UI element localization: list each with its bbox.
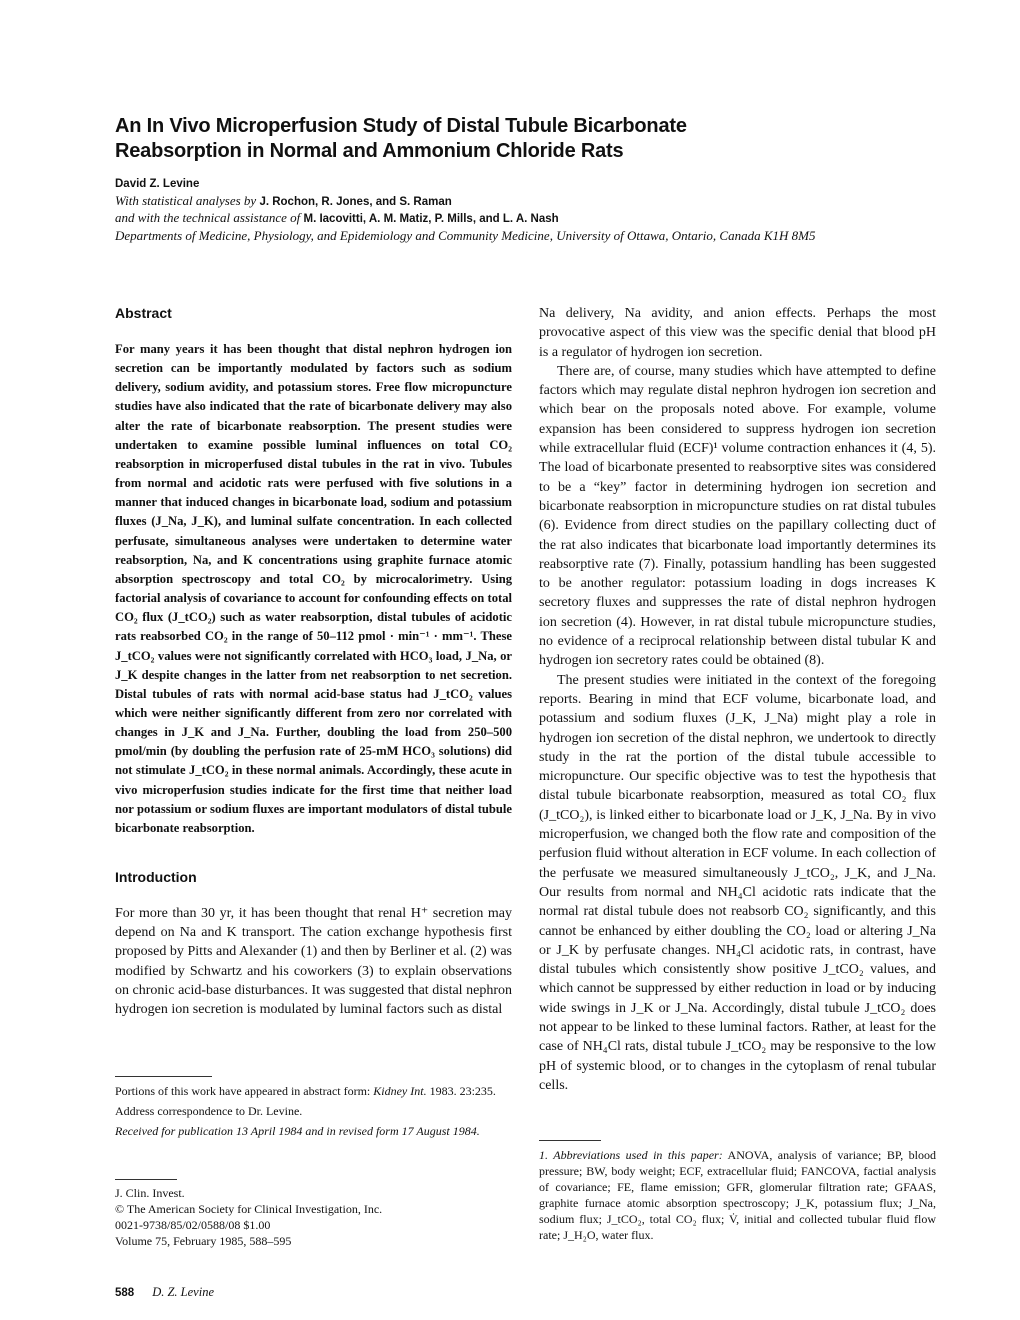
journal-rule (115, 1179, 177, 1180)
author-name: David Z. Levine (115, 178, 200, 190)
right-paragraph-1: Na delivery, Na avidity, and anion effects. Perhaps the most provocative aspect of this view was the specific denial that blood pH is a regulator of hydrogen ion secretion. (539, 306, 936, 360)
affiliation: Departments of Medicine, Physiology, and Epidemiology and Community Medicine, University of Ottawa, Ontario, Canada K1H 8M5 (115, 228, 816, 243)
introduction-text: For more than 30 yr, it has been thought that renal H⁺ secretion may depend on Na and K transport. The cation exchange hypothesis first proposed by Pitts and Alexander (1) and then by Berliner et al. (2) was modified by Schwartz and his coworkers (3) to explain observations on chronic acid-base disturbances. It was suggested that distal nephron hydrogen ion secretion is modulated by luminal factors such as distal (115, 906, 512, 1017)
abbreviations-label: 1. Abbreviations used in this paper: (539, 1148, 723, 1162)
footnote-correspondence: Address correspondence to Dr. Levine. (115, 1104, 303, 1118)
introduction-heading: Introduction (115, 869, 197, 886)
journal-line-1: J. Clin. Invest. (115, 1186, 185, 1200)
article-title (115, 114, 915, 164)
page-footer (115, 1285, 214, 1300)
journal-line-3: 0021-9738/85/02/0588/08 $1.00 (115, 1218, 271, 1232)
technical-names: M. Iacovitti, A. M. Matiz, P. Mills, and L. A. Nash (303, 213, 559, 225)
footnote-rule-left (115, 1076, 212, 1077)
right-paragraph-3: The present studies were initiated in the context of the foregoing reports. Bearing in mind that ECF volume, bicarbonate load, and potassium and sodium fluxes (J_K, J_Na) might play a role in hydrogen ion secretion of the distal nephron, we undertook to directly study in the rat the portion of the distal tubule accessible to micropuncture. Our specific objective was to test the hypothesis that distal tubule bicarbonate reabsorption, measured as total CO₂ flux (J_tCO₂), is linked either to bicarbonate load or J_K, J_Na. By in vivo microperfusion, we changed both the flow rate and composition of the perfusion fluid without alteration in ECF volume. In each collection of the perfusate we measured simultaneously J_tCO₂, J_K, and J_Na. Our results from normal and NH₄Cl acidotic rats indicate that the normal rat distal tubule does not reabsorb CO₂ significantly, and this cannot be enhanced by either doubling the CO₂ load or altering J_Na or J_K by perfusate changes. NH₄Cl acidotic rats, in contrast, have distal tubules which consistently show positive J_tCO₂ values, and which cannot be suppressed by either reduction in load or by inducing wide swings in J_K or J_Na. Accordingly, distal tubule J_tCO₂ does not appear to be linked to these luminal factors. Rather, at least for the case of NH₄Cl rats, distal tubule J_tCO₂ may be responsive to the low pH of systemic blood, or to changes in the cytoplasm of renal tubular cells. (539, 672, 936, 1093)
left-column (115, 304, 512, 1019)
right-paragraph-2: There are, of course, many studies which have attempted to define factors which may regulate distal nephron hydrogen ion secretion and which bear on the proposals noted above. For example, volume expansion has been considered to suppress hydrogen ion secretion while extracellular fluid (ECF)¹ volume contraction enhances it (4, 5). The load of bicarbonate presented to reabsorptive sites was considered to be a “key” factor in determining hydrogen ion secretion and bicarbonate reabsorption in micropuncture studies on rat distal tubules (6). Evidence from direct studies on the papillary collecting duct of the rat also indicates that bicarbonate load importantly determines its reabsorptive rate (7). Finally, potassium handling has been suggested to be another regulator: potassium loading in dogs increases K secretory fluxes and suppresses the rate of distal nephron hydrogen ion secretion (4). However, in rat distal tubule micropuncture studies, no evidence of a reciprocal relationship between distal tubular K and hydrogen ion secretory rates could be obtained (8). (539, 363, 936, 669)
technical-credit (115, 210, 559, 227)
abbreviations-text: ANOVA, analysis of variance; BP, blood pressure; BW, body weight; ECF, extracellular fluid; FANCOVA, factial analysis of covariance; FE, flame emission; GFR, glomerular filtration rate; GFAAS, graphite furnace atomic absorption spectroscopy; J_K, potassium flux; J_Na, sodium flux; J_tCO₂, total CO₂ flux; V̇, initial and collected tubular fluid flow rate; J_H₂O, water flux. (539, 1148, 937, 1243)
technical-prefix: and with the technical assistance of (115, 210, 301, 225)
statistical-prefix: With statistical analyses by (115, 193, 257, 208)
right-column (539, 304, 936, 1095)
journal-line-2: © The American Society for Clinical Investigation, Inc. (115, 1202, 383, 1216)
footnote-left (115, 1083, 512, 1139)
footnote-portions: Portions of this work have appeared in abstract form: Kidney Int. 1983. 23:235. (115, 1084, 496, 1098)
statistical-names: J. Rochon, R. Jones, and S. Raman (259, 196, 452, 208)
abstract-text: For many years it has been thought that distal nephron hydrogen ion secretion can be importantly modulated by factors such as sodium delivery, sodium avidity, and potassium stores. Free flow micropuncture studies have also indicated that the rate of bicarbonate delivery may also alter the rate of bicarbonate reabsorption. The present studies were undertaken to examine possible luminal influences on total CO₂ reabsorption in microperfused distal tubules in the rat in vivo. Tubules from normal and acidotic rats were perfused with five solutions in a manner that induced changes in bicarbonate load, sodium and potassium fluxes (J_Na, J_K), and luminal sulfate concentration. In each collected perfusate, simultaneous analyses were undertaken to determine water reabsorption, Na, and K concentrations using graphite furnace atomic absorption spectroscopy and total CO₂ by microcalorimetry. Using factorial analysis of covariance to account for confounding effects on total CO₂ flux (J_tCO₂) such as water reabsorption, distal tubules of acidotic rats reabsorbed CO₂ in the range of 50–112 pmol · min⁻¹ · mm⁻¹. These J_tCO₂ values were not significantly correlated with HCO₃ load, J_Na, or J_K despite changes in the latter from net reabsorption to net secretion. Distal tubules of rats with normal acid-base status had J_tCO₂ values which were neither significantly different from zero nor correlated with changes in J_K and J_Na. Further, doubling the load from 250–500 pmol/min (by doubling the perfusion rate of 25-mM HCO₃ solutions) did not stimulate J_tCO₂ in these normal animals. Accordingly, these acute in vivo microperfusion studies indicate for the first time that neither load nor potassium or sodium fluxes are important modulators of distal tubule bicarbonate reabsorption. (115, 342, 512, 835)
running-head: D. Z. Levine (152, 1285, 214, 1299)
title-line-1: An In Vivo Microperfusion Study of Distal Tubule Bicarbonate (115, 115, 687, 137)
abstract-heading: Abstract (115, 305, 172, 321)
journal-info (115, 1185, 512, 1249)
footnote-rule-right (539, 1140, 601, 1141)
title-line-2: Reabsorption in Normal and Ammonium Chloride Rats (115, 140, 624, 162)
footnote-received: Received for publication 13 April 1984 and in revised form 17 August 1984. (115, 1124, 480, 1138)
journal-line-4: Volume 75, February 1985, 588–595 (115, 1234, 292, 1248)
page-number: 588 (115, 1287, 135, 1299)
statistical-credit (115, 193, 452, 210)
abbreviations-footnote (539, 1147, 936, 1244)
